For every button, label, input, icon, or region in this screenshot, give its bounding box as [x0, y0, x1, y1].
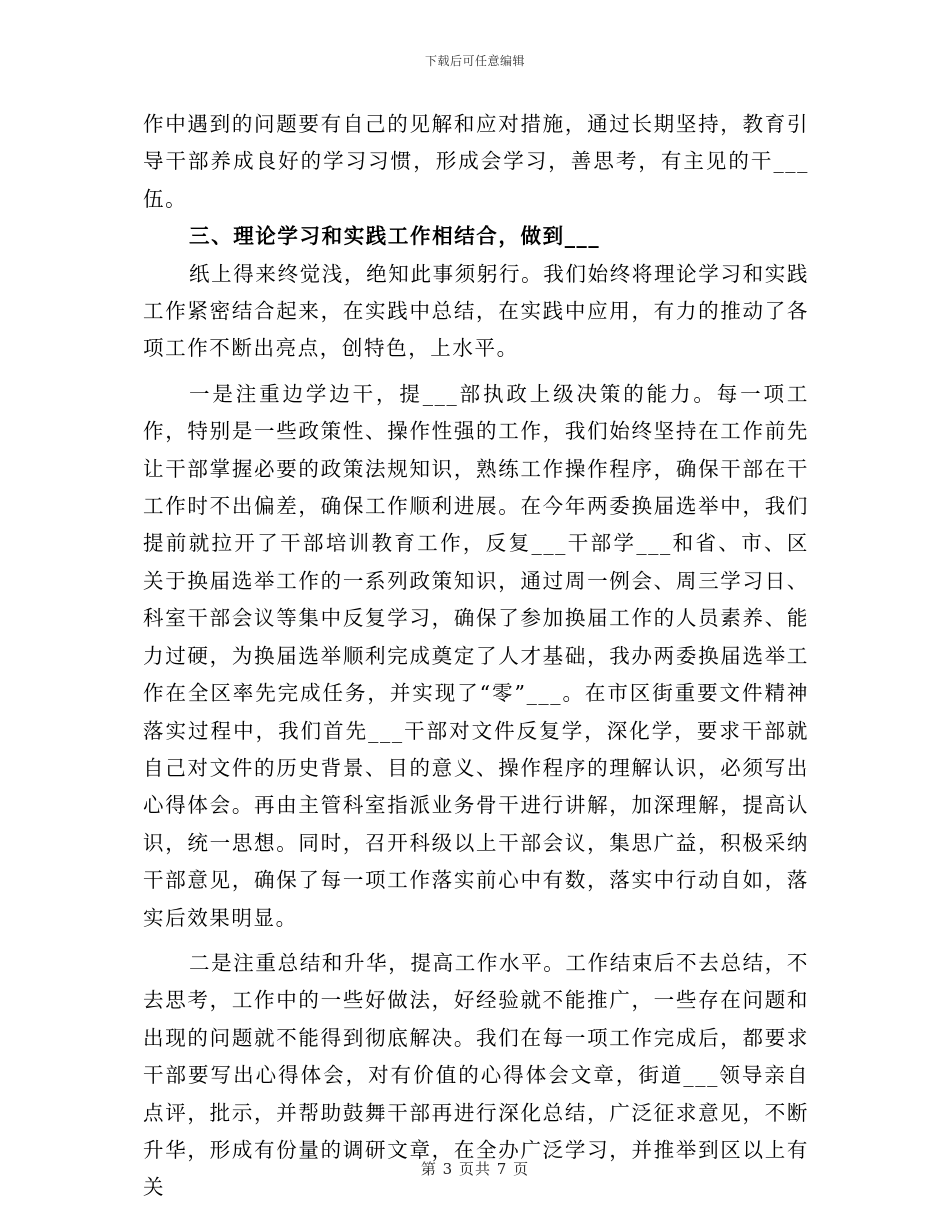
section-heading: 三、理论学习和实践工作相结合，做到___ [189, 224, 601, 249]
paragraph-intro: 纸上得来终觉浅，绝知此事须躬行。我们始终将理论学习和实践工作紧密结合起来，在实践中总结，在实践中应用，有力的推动了各项工作不断出亮点，创特色，上水平。 [143, 261, 809, 361]
paragraph-continued: 作中遇到的问题要有自己的见解和应对措施，通过长期坚持，教育引导干部养成良好的学习习惯，形成会学习，善思考，有主见的干___伍。 [143, 112, 809, 211]
document-body [143, 106, 809, 1207]
paragraph-point-two: 二是注重总结和升华，提高工作水平。工作结束后不去总结，不去思考，工作中的一些好做法，好经验就不能推广，一些存在问题和出现的问题就不能得到彻底解决。我们在每一项工作完成后，都要求干部要写出心得体会，对有价值的心得体会文章，街道___领导亲自点评，批示，并帮助鼓舞干部再进行深化总结，广泛征求意见，不断升华，形成有份量的调研文章，在全办广泛学习，并推举到区以上有关 [143, 950, 809, 1200]
page-footer: 第 3 页共 7 页 [420, 1160, 530, 1178]
page-header: 下载后可任意编辑 [424, 54, 525, 68]
paragraph-point-one: 一是注重边学边干，提___部执政上级决策的能力。每一项工作，特别是一些政策性、操作性强的工作，我们始终坚持在工作前先让干部掌握必要的政策法规知识，熟练工作操作程序，确保干部在干工作时不出偏差，确保工作顺利进展。在今年两委换届选举中，我们提前就拉开了干部培训教育工作，反复___干部学___和省、市、区关于换届选举工作的一系列政策知识，通过周一例会、周三学习日、科室干部会议等集中反复学习，确保了参加换届工作的人员素养、能力过硬，为换届选举顺利完成奠定了人才基础，我办两委换届选举工作在全区率先完成任务，并实现了“零”___。在市区街重要文件精神落实过程中，我们首先___干部对文件反复学，深化学，要求干部就自己对文件的历史背景、目的意义、操作程序的理解认识，必须写出心得体会。再由主管科室指派业务骨干进行讲解，加深理解，提高认识，统一思想。同时，召开科级以上干部会议，集思广益，积极采纳干部意见，确保了每一项工作落实前心中有数，落实中行动自如，落实后效果明显。 [143, 381, 809, 930]
